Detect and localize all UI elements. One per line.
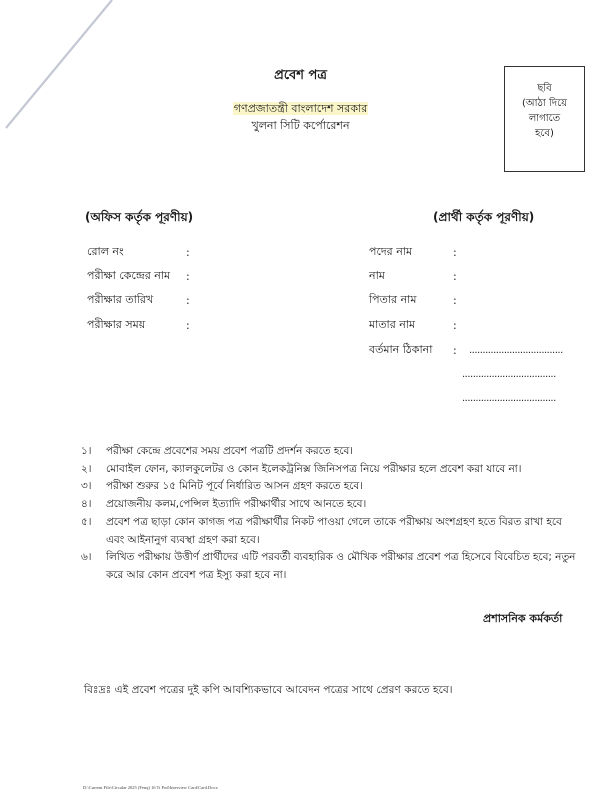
field-exam-center: [87, 268, 190, 284]
note-text: বিঃদ্রঃ এই প্রবেশ পত্রের দুই কপি আবশ্যিকভাবে আবেদন পত্রের সাথে প্রেরণ করতে হবে।: [84, 684, 453, 696]
instruction-item: [81, 461, 581, 479]
instruction-number: ৬।: [81, 551, 92, 564]
field-colon: :: [453, 269, 457, 283]
field-label: রোল নং: [87, 244, 124, 258]
field-post-name: [369, 244, 457, 260]
field-colon: :: [453, 293, 457, 307]
instruction-number: ৩।: [81, 480, 92, 493]
field-exam-time: [87, 317, 190, 333]
signatory-title: প্রশাসনিক কর্মকর্তা: [483, 612, 563, 625]
field-label: পরীক্ষা কেন্দ্রের নাম: [87, 268, 171, 282]
footer-file-path: D:\Current File\Circular 2025 (Fenq) 16 Ti Pod\Interview Card\Card.Docx: [83, 785, 218, 790]
instruction-number: ৪।: [81, 498, 92, 511]
instruction-item: [81, 496, 581, 514]
address-dotted-line: ...................................: [462, 369, 556, 380]
instruction-text: পরীক্ষা কেন্দ্রে প্রবেশের সময় প্রবেশ পত্রটি প্রদর্শন করতে হবে।: [106, 445, 354, 457]
government-name-text: গণপ্রজাতন্ত্রী বাংলাদেশ সরকার: [233, 102, 368, 115]
instruction-number: ১।: [81, 445, 92, 457]
photo-instruction-line: হবে): [535, 128, 554, 139]
field-present-address: [369, 342, 563, 358]
instruction-text: প্রয়োজনীয় কলম,পেন্সিল ইত্যাদি পরীক্ষার্থীর সাথে আনতে হবে।: [106, 498, 367, 511]
field-label: নাম: [369, 268, 385, 282]
instruction-item: [81, 478, 581, 496]
field-colon: :: [453, 343, 457, 357]
address-dotted-line: ...................................: [469, 344, 563, 356]
field-label: মাতার নাম: [369, 317, 416, 331]
organization-name: খুলনা সিটি কর্পোরেশন: [251, 119, 350, 132]
field-exam-date: [87, 292, 190, 308]
field-label: পরীক্ষার সময়: [87, 317, 146, 331]
field-mother-name: [369, 317, 457, 333]
field-label: বর্তমান ঠিকানা: [369, 342, 433, 356]
field-label: পরীক্ষার তারিখ: [87, 292, 154, 306]
field-colon: :: [453, 245, 457, 259]
field-label: পদের নাম: [369, 244, 413, 258]
instruction-number: ৫।: [81, 515, 92, 528]
field-colon: :: [186, 293, 190, 307]
field-name: [369, 268, 457, 284]
instruction-text: প্রবেশ পত্র ছাড়া কোন কাগজ পত্র পরীক্ষার্থীর নিকট পাওয়া গেলে তাকে পরীক্ষায় অংশগ্রহণ হতে বিরত রাখা হবে এবং আইনানুগ ব্যবস্থা গ্রহণ করা হবে।: [106, 515, 562, 546]
field-colon: :: [186, 245, 190, 259]
photo-instruction-line: (আঠা দিয়ে লাগাতে: [521, 98, 567, 124]
field-label: পিতার নাম: [369, 292, 417, 306]
field-colon: :: [186, 269, 190, 283]
instruction-item: [81, 549, 581, 584]
field-father-name: [369, 292, 457, 308]
instruction-text: মোবাইল ফোন, ক্যালকুলেটর ও কোন ইলেকট্রনিক্স জিনিসপত্র নিয়ে পরীক্ষার হলে প্রবেশ করা যাবে না।: [106, 462, 522, 475]
address-dotted-line: ...................................: [462, 393, 556, 404]
instructions-list: [81, 443, 581, 585]
photo-label: ছবি: [537, 83, 552, 94]
candidate-section-heading: (প্রার্থী কর্তৃক পূরণীয়): [433, 210, 535, 224]
instruction-text: লিখিত পরীক্ষায় উত্তীর্ণ প্রার্থীদের এটি পরবর্তী ব্যবহারিক ও মৌখিক পরীক্ষার প্রবেশ পত্র হিসেবে বিবেচিত হবে; নতুন করে আর কোন প্রবেশ পত্র ইস্যু করা হবে না।: [106, 551, 576, 581]
instruction-item: [81, 514, 581, 549]
instruction-item: [81, 443, 581, 461]
field-colon: :: [453, 318, 457, 332]
photo-placeholder-box: [504, 66, 585, 172]
page-title: প্রবেশ পত্র: [274, 68, 327, 83]
field-colon: :: [186, 318, 190, 332]
office-section-heading: (অফিস কর্তৃক পূরণীয়): [85, 210, 194, 224]
field-roll-number: [87, 244, 190, 260]
instruction-number: ২।: [81, 462, 92, 475]
instruction-text: পরীক্ষা শুরুর ১৫ মিনিট পূর্বে নির্ধারিত আসন গ্রহণ করতে হবে।: [106, 480, 363, 493]
